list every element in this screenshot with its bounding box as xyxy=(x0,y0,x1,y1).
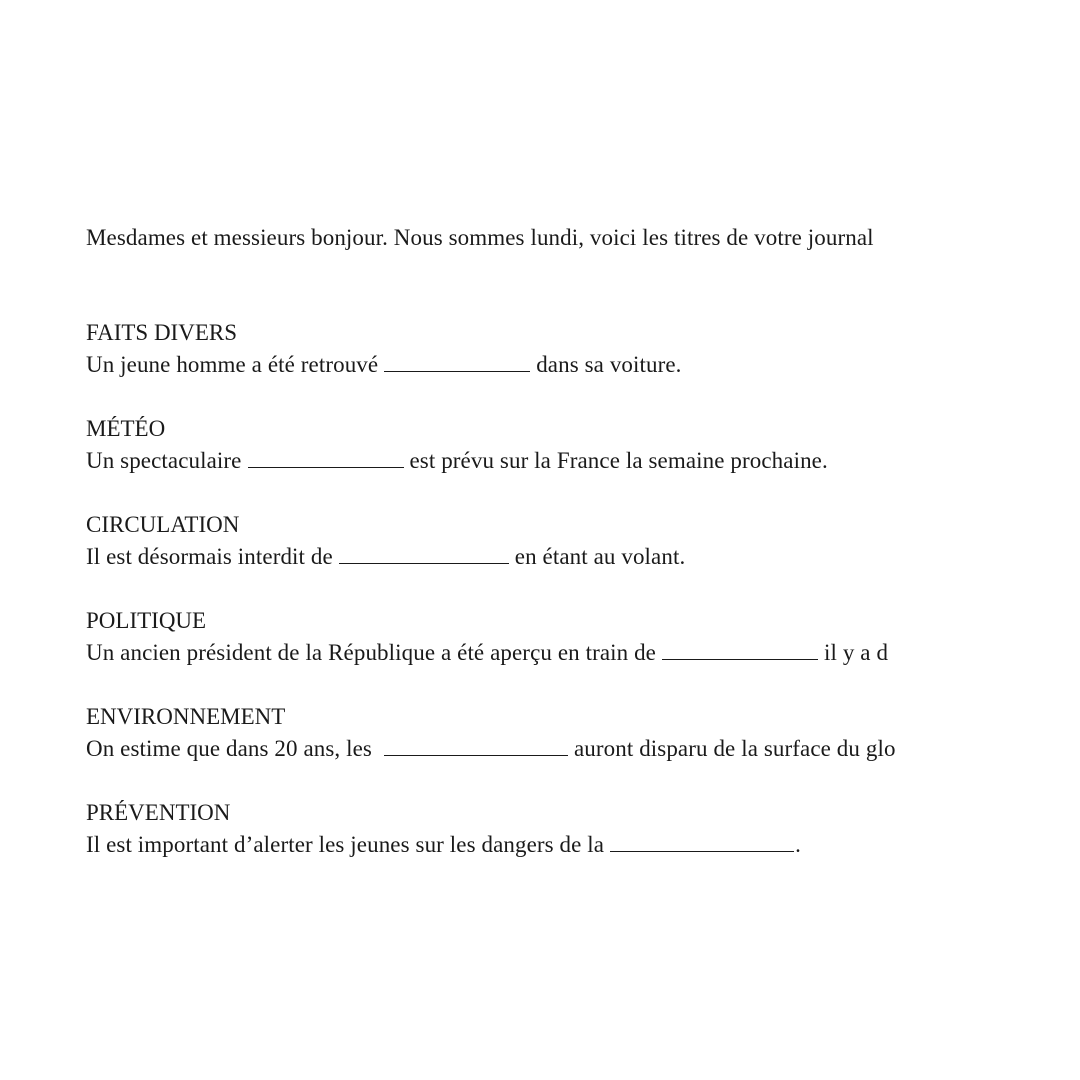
sentence-end: est prévu sur la France la semaine prochaine. xyxy=(409,448,828,473)
blank-field[interactable] xyxy=(339,543,509,564)
blank-field[interactable] xyxy=(662,639,818,660)
section-heading: MÉTÉO xyxy=(86,416,166,441)
section-environnement xyxy=(86,701,1018,765)
section-faits-divers xyxy=(86,317,1018,381)
sentence-end: . xyxy=(795,832,801,857)
section-politique xyxy=(86,605,1018,669)
intro-text: Mesdames et messieurs bonjour. Nous sommes lundi, voici les titres de votre journal xyxy=(86,225,874,250)
blank-field[interactable] xyxy=(248,447,404,468)
section-prevention xyxy=(86,797,1018,861)
section-heading: POLITIQUE xyxy=(86,608,207,633)
sentence-start: Un spectaculaire xyxy=(86,448,242,473)
sentence-end: dans sa voiture. xyxy=(536,352,682,377)
sentence-start: Il est important d’alerter les jeunes sur les dangers de la xyxy=(86,832,605,857)
sentence-end: il y a d xyxy=(824,640,889,665)
section-circulation xyxy=(86,509,1018,573)
sentence xyxy=(86,637,1018,669)
sentence xyxy=(86,733,1018,765)
sentence-start: Il est désormais interdit de xyxy=(86,544,333,569)
sentence xyxy=(86,829,1018,861)
section-heading: PRÉVENTION xyxy=(86,800,231,825)
section-meteo xyxy=(86,413,1018,477)
blank-field[interactable] xyxy=(610,831,794,852)
sentence-start: On estime que dans 20 ans, les xyxy=(86,736,372,761)
section-heading: FAITS DIVERS xyxy=(86,320,238,345)
sentence xyxy=(86,445,1018,477)
sentence xyxy=(86,349,1018,381)
sentence-start: Un ancien président de la République a été aperçu en train de xyxy=(86,640,656,665)
sentence xyxy=(86,541,1018,573)
blank-field[interactable] xyxy=(384,735,568,756)
sentence-end: en étant au volant. xyxy=(514,544,686,569)
sentence-start: Un jeune homme a été retrouvé xyxy=(86,352,379,377)
section-heading: ENVIRONNEMENT xyxy=(86,704,286,729)
blank-field[interactable] xyxy=(384,351,530,372)
section-heading: CIRCULATION xyxy=(86,512,240,537)
text-frame xyxy=(86,222,1018,893)
sentence-end: auront disparu de la surface du glo xyxy=(573,736,896,761)
